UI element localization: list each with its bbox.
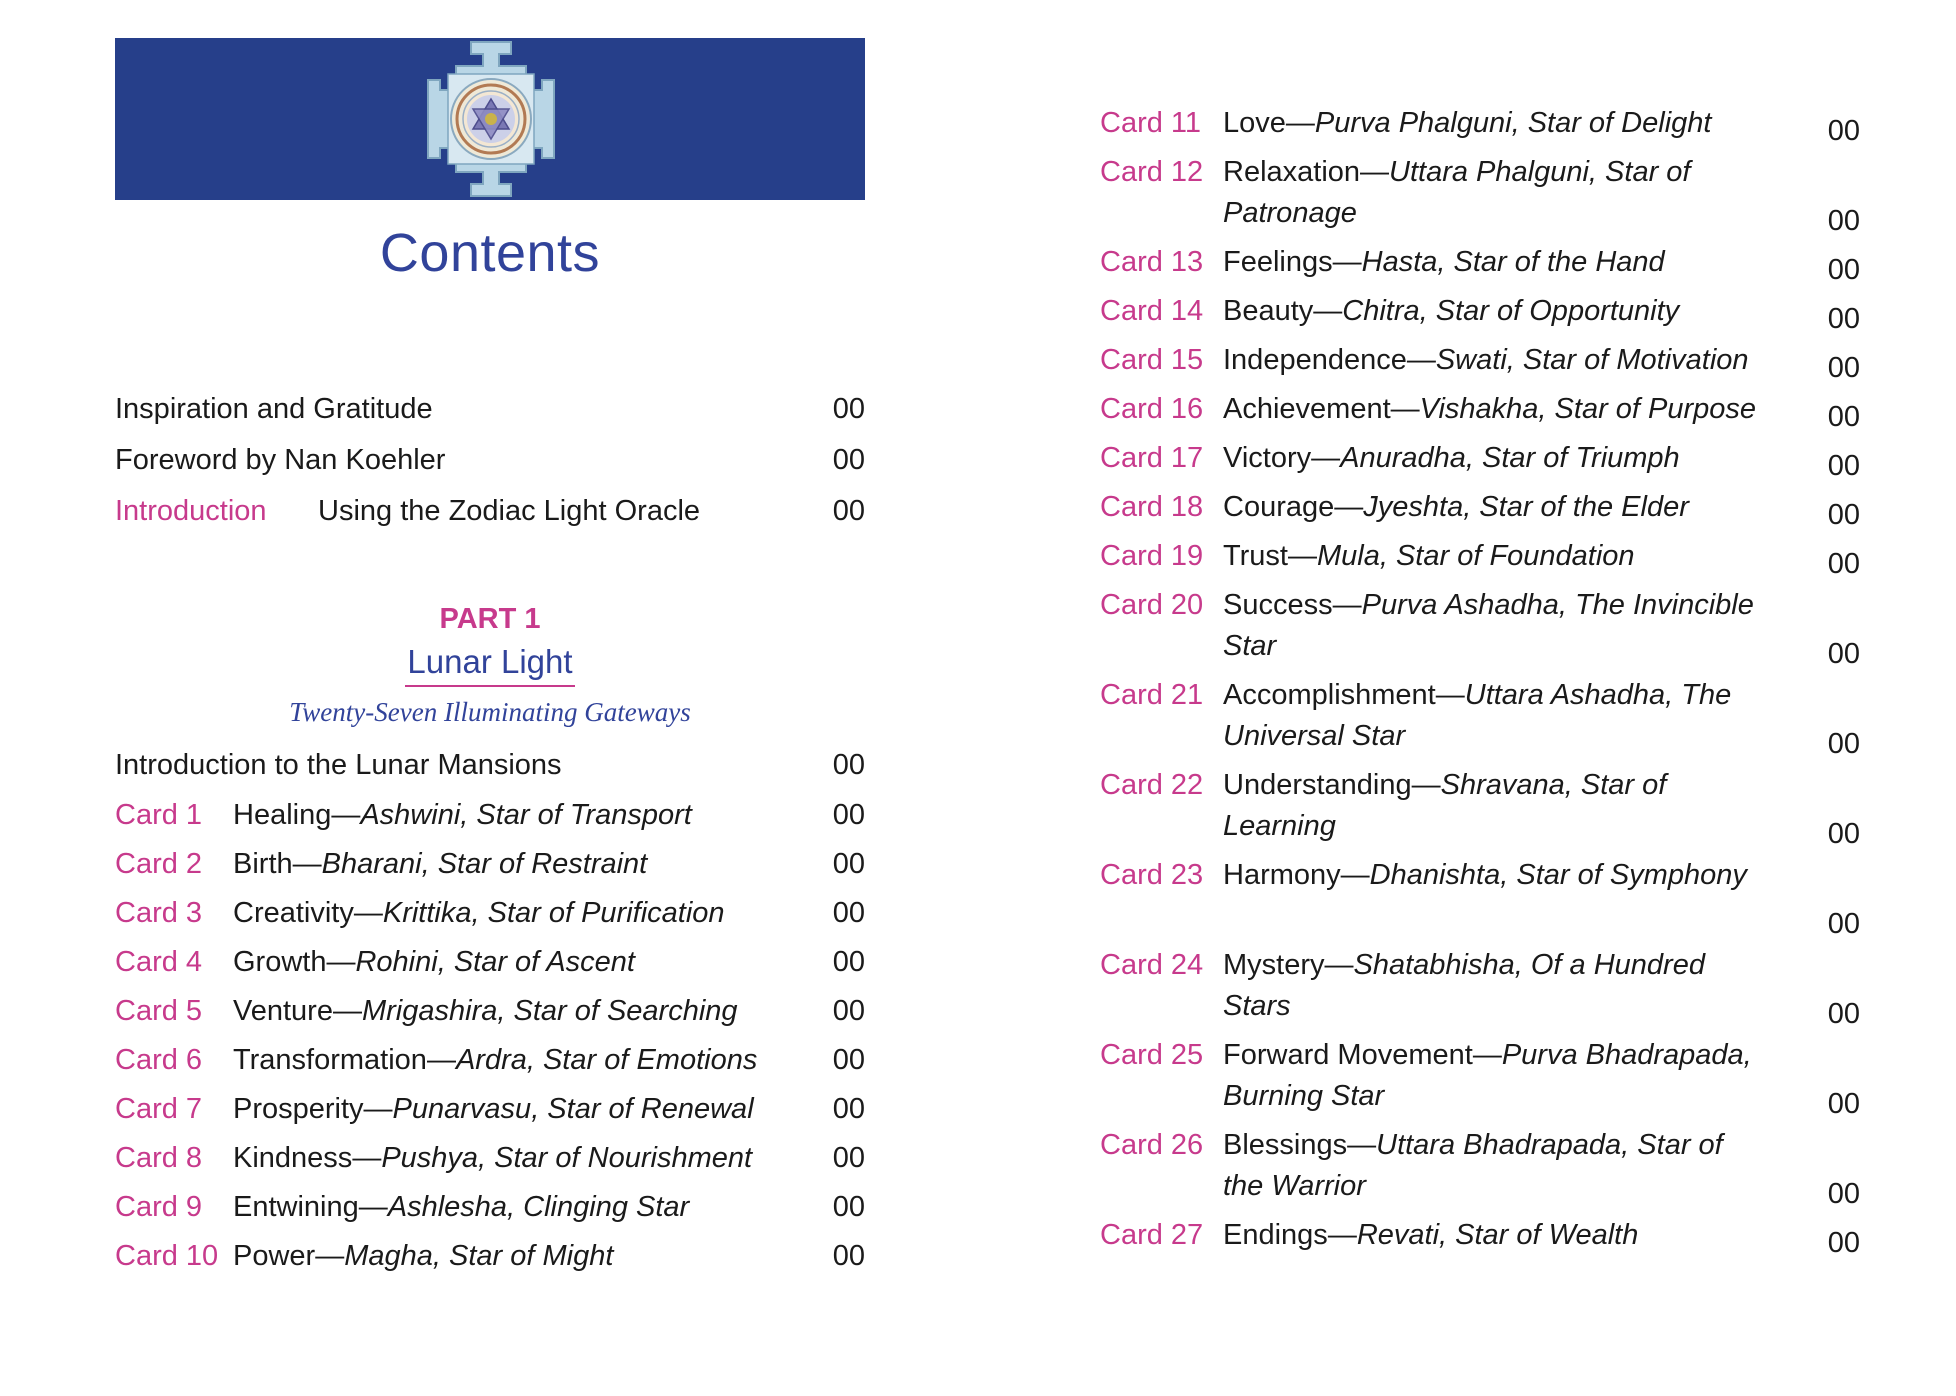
header-banner xyxy=(115,38,865,200)
card-separator: — xyxy=(1327,1219,1357,1251)
card-keyword: Endings xyxy=(1223,1219,1328,1251)
card-label: Card 8 xyxy=(115,1142,203,1174)
card-keyword: Courage xyxy=(1223,491,1335,523)
card-star-name: Uttara Ashadha, The Universal Star xyxy=(1223,679,1732,752)
card-keyword: Feelings xyxy=(1223,246,1333,278)
card-label: Card 23 xyxy=(1100,859,1204,891)
card-separator: — xyxy=(1332,589,1362,621)
card-title xyxy=(1223,1215,1763,1256)
card-keyword: Accomplishment xyxy=(1223,679,1436,711)
page-number: 00 xyxy=(832,1093,865,1125)
card-keyword: Creativity xyxy=(233,897,354,929)
toc-card-entry[interactable] xyxy=(115,1183,865,1232)
card-keyword: Trust xyxy=(1223,540,1288,572)
card-label: Card 26 xyxy=(1100,1129,1204,1161)
card-keyword: Harmony xyxy=(1223,859,1341,891)
card-keyword: Growth xyxy=(233,946,327,978)
card-title xyxy=(233,791,865,840)
card-separator: — xyxy=(1324,949,1354,981)
page-number: 00 xyxy=(832,995,865,1027)
page-number: 00 xyxy=(832,1044,865,1076)
card-title xyxy=(1223,291,1763,332)
page-number: 00 xyxy=(832,799,865,831)
card-separator: — xyxy=(292,848,322,880)
page-number: 00 xyxy=(832,749,865,781)
card-star-name: Ashlesha, Clinging Star xyxy=(387,1191,690,1223)
front-matter-list xyxy=(115,384,865,537)
card-separator: — xyxy=(331,799,361,831)
card-title xyxy=(233,1134,865,1183)
card-separator: — xyxy=(1287,540,1317,572)
toc-card-entry[interactable] xyxy=(1100,389,1860,438)
toc-card-entry[interactable] xyxy=(115,791,865,840)
card-label: Card 11 xyxy=(1100,107,1202,139)
card-title xyxy=(1223,103,1763,144)
page-number: 00 xyxy=(1827,115,1860,147)
page-number: 00 xyxy=(1827,1178,1860,1210)
toc-card-entry[interactable] xyxy=(1100,103,1860,152)
card-title xyxy=(1223,765,1763,847)
card-keyword: Birth xyxy=(233,848,293,880)
card-keyword: Mystery xyxy=(1223,949,1325,981)
card-keyword: Kindness xyxy=(233,1142,353,1174)
part-title: Lunar Light xyxy=(405,641,574,687)
page-number: 00 xyxy=(1827,998,1860,1030)
card-separator: — xyxy=(1285,107,1315,139)
card-title xyxy=(233,889,865,938)
card-star-name: Punarvasu, Star of Renewal xyxy=(392,1093,754,1125)
card-separator: — xyxy=(1360,156,1390,188)
card-keyword: Entwining xyxy=(233,1191,359,1223)
card-keyword: Venture xyxy=(233,995,333,1027)
part-number: PART 1 xyxy=(439,603,541,635)
card-label: Card 20 xyxy=(1100,589,1204,621)
page-number: 00 xyxy=(1827,638,1860,670)
card-title xyxy=(233,1232,865,1281)
card-label: Card 6 xyxy=(115,1044,203,1076)
toc-card-entry[interactable] xyxy=(1100,536,1860,585)
card-label: Card 9 xyxy=(115,1191,203,1223)
card-title xyxy=(1223,585,1763,667)
card-keyword: Success xyxy=(1223,589,1333,621)
toc-entry[interactable] xyxy=(115,739,865,791)
card-separator: — xyxy=(1390,393,1420,425)
toc-card-entry[interactable] xyxy=(1100,675,1860,765)
card-label: Card 17 xyxy=(1100,442,1204,474)
card-separator: — xyxy=(1313,295,1343,327)
card-label: Card 18 xyxy=(1100,491,1204,523)
card-separator: — xyxy=(1311,442,1341,474)
card-star-name: Magha, Star of Might xyxy=(344,1240,614,1272)
card-keyword: Understanding xyxy=(1223,769,1412,801)
toc-card-entry[interactable] xyxy=(115,1036,865,1085)
card-star-name: Anuradha, Star of Triumph xyxy=(1340,442,1680,474)
card-title xyxy=(1223,1125,1763,1207)
card-star-name: Hasta, Star of the Hand xyxy=(1361,246,1665,278)
page-number: 00 xyxy=(1827,1227,1860,1259)
card-title xyxy=(1223,1035,1763,1117)
card-star-name: Uttara Bhadrapada, Star of the Warrior xyxy=(1223,1129,1723,1202)
card-separator: — xyxy=(1340,859,1370,891)
card-keyword: Independence xyxy=(1223,344,1407,376)
toc-card-entry[interactable] xyxy=(115,1085,865,1134)
card-label: Card 13 xyxy=(1100,246,1204,278)
page-number: 00 xyxy=(1827,499,1860,531)
toc-entry-title: Using the Zodiac Light Oracle xyxy=(318,495,701,527)
card-star-name: Mrigashira, Star of Searching xyxy=(361,995,738,1027)
toc-entry[interactable] xyxy=(115,384,865,435)
page-number: 00 xyxy=(1827,254,1860,286)
page-number: 00 xyxy=(832,946,865,978)
toc-card-entry[interactable] xyxy=(1100,1035,1860,1125)
card-star-name: Uttara Phalguni, Star of Patronage xyxy=(1223,156,1691,229)
card-title xyxy=(233,1085,865,1134)
toc-entry-title: Foreword by Nan Koehler xyxy=(115,444,446,476)
card-separator: — xyxy=(315,1240,345,1272)
card-label: Card 24 xyxy=(1100,949,1204,981)
card-title xyxy=(1223,389,1763,430)
yantra-star-emblem-icon xyxy=(414,40,568,198)
page-number: 00 xyxy=(832,495,865,527)
card-separator: — xyxy=(1406,344,1436,376)
page-number: 00 xyxy=(1827,818,1860,850)
card-separator: — xyxy=(1347,1129,1377,1161)
card-label: Card 21 xyxy=(1100,679,1204,711)
card-keyword: Transformation xyxy=(233,1044,427,1076)
toc-card-entry[interactable] xyxy=(1100,340,1860,389)
card-separator: — xyxy=(358,1191,388,1223)
card-keyword: Beauty xyxy=(1223,295,1314,327)
card-separator: — xyxy=(1472,1039,1502,1071)
card-title xyxy=(1223,152,1763,234)
card-separator: — xyxy=(332,995,362,1027)
card-label: Card 12 xyxy=(1100,156,1204,188)
page-number: 00 xyxy=(832,1240,865,1272)
toc-card-entry[interactable] xyxy=(115,840,865,889)
toc-card-entry[interactable] xyxy=(115,889,865,938)
card-keyword: Relaxation xyxy=(1223,156,1361,188)
card-star-name: Pushya, Star of Nourishment xyxy=(381,1142,753,1174)
card-keyword: Victory xyxy=(1223,442,1312,474)
card-title xyxy=(1223,242,1763,283)
card-label: Card 4 xyxy=(115,946,203,978)
card-title xyxy=(1223,945,1763,1027)
page-number: 00 xyxy=(832,848,865,880)
card-star-name: Purva Bhadrapada, Burning Star xyxy=(1223,1039,1752,1112)
toc-card-entry[interactable] xyxy=(115,1134,865,1183)
card-star-name: Mula, Star of Foundation xyxy=(1316,540,1635,572)
card-star-name: Chitra, Star of Opportunity xyxy=(1342,295,1680,327)
card-separator: — xyxy=(1334,491,1364,523)
card-title xyxy=(1223,340,1763,381)
page-number: 00 xyxy=(832,1142,865,1174)
page-number: 00 xyxy=(1827,450,1860,482)
toc-card-entry[interactable] xyxy=(1100,487,1860,536)
card-label: Card 7 xyxy=(115,1093,203,1125)
page-number: 00 xyxy=(832,1191,865,1223)
card-star-name: Vishakha, Star of Purpose xyxy=(1419,393,1757,425)
part-heading xyxy=(115,597,865,731)
card-label: Card 16 xyxy=(1100,393,1204,425)
card-label: Card 10 xyxy=(115,1240,219,1272)
page-number: 00 xyxy=(1827,401,1860,433)
card-keyword: Forward Movement xyxy=(1223,1039,1473,1071)
toc-card-entry[interactable] xyxy=(115,938,865,987)
card-label: Card 14 xyxy=(1100,295,1204,327)
card-separator: — xyxy=(426,1044,456,1076)
card-keyword: Blessings xyxy=(1223,1129,1348,1161)
card-star-name: Revati, Star of Wealth xyxy=(1356,1219,1639,1251)
left-page xyxy=(115,38,865,1281)
card-separator: — xyxy=(1411,769,1441,801)
page-number: 00 xyxy=(1827,205,1860,237)
toc-card-entry[interactable] xyxy=(1100,152,1860,242)
card-label: Card 5 xyxy=(115,995,203,1027)
card-label: Card 25 xyxy=(1100,1039,1204,1071)
page-number: 00 xyxy=(1827,728,1860,760)
page-number: 00 xyxy=(832,393,865,425)
right-page xyxy=(1100,103,1860,1264)
page-number: 00 xyxy=(1827,352,1860,384)
page-number: 00 xyxy=(1827,303,1860,335)
card-keyword: Love xyxy=(1223,107,1286,139)
card-keyword: Achievement xyxy=(1223,393,1391,425)
card-separator: — xyxy=(363,1093,393,1125)
page-number: 00 xyxy=(832,897,865,929)
card-star-name: Ashwini, Star of Transport xyxy=(360,799,692,831)
toc-card-entry[interactable] xyxy=(1100,585,1860,675)
card-separator: — xyxy=(352,1142,382,1174)
toc-entry-introduction[interactable] xyxy=(115,486,865,537)
toc-card-entry[interactable] xyxy=(1100,291,1860,340)
toc-card-entry[interactable] xyxy=(1100,855,1860,945)
card-keyword: Power xyxy=(233,1240,316,1272)
card-title xyxy=(1223,487,1763,528)
card-separator: — xyxy=(353,897,383,929)
page-number: 00 xyxy=(1827,548,1860,580)
card-label: Card 27 xyxy=(1100,1219,1204,1251)
card-star-name: Krittika, Star of Purification xyxy=(382,897,725,929)
introduction-label: Introduction xyxy=(115,495,267,527)
part-subtitle: Twenty-Seven Illuminating Gateways xyxy=(289,697,691,727)
card-title xyxy=(233,1183,865,1232)
toc-card-entry[interactable] xyxy=(1100,765,1860,855)
card-keyword: Healing xyxy=(233,799,332,831)
card-label: Card 19 xyxy=(1100,540,1204,572)
card-label: Card 22 xyxy=(1100,769,1204,801)
toc-card-entry[interactable] xyxy=(1100,1215,1860,1264)
page-number: 00 xyxy=(832,444,865,476)
card-separator: — xyxy=(326,946,356,978)
card-label: Card 3 xyxy=(115,897,203,929)
card-list-left xyxy=(115,791,865,1281)
card-star-name: Jyeshta, Star of the Elder xyxy=(1363,491,1689,523)
card-title xyxy=(1223,438,1763,479)
card-star-name: Dhanishta, Star of Symphony xyxy=(1369,859,1747,891)
card-star-name: Swati, Star of Motivation xyxy=(1435,344,1749,376)
card-list-right xyxy=(1100,103,1860,1264)
card-keyword: Prosperity xyxy=(233,1093,364,1125)
card-title xyxy=(233,840,865,889)
card-title xyxy=(1223,855,1763,896)
card-label: Card 1 xyxy=(115,799,203,831)
card-title xyxy=(233,938,865,987)
card-star-name: Shravana, Star of Learning xyxy=(1223,769,1667,842)
card-title xyxy=(233,1036,865,1085)
toc-entry-title: Inspiration and Gratitude xyxy=(115,393,433,425)
toc-card-entry[interactable] xyxy=(1100,438,1860,487)
page-title: Contents xyxy=(379,223,601,283)
card-label: Card 15 xyxy=(1100,344,1204,376)
card-title xyxy=(1223,536,1763,577)
card-star-name: Ardra, Star of Emotions xyxy=(455,1044,758,1076)
page-number: 00 xyxy=(1827,908,1860,940)
toc-card-entry[interactable] xyxy=(1100,945,1860,1035)
toc-entry-title: Introduction to the Lunar Mansions xyxy=(115,749,562,781)
card-star-name: Purva Phalguni, Star of Delight xyxy=(1314,107,1712,139)
card-separator: — xyxy=(1332,246,1362,278)
card-star-name: Rohini, Star of Ascent xyxy=(355,946,635,978)
toc-card-entry[interactable] xyxy=(115,1232,865,1281)
card-star-name: Purva Ashadha, The Invincible Star xyxy=(1223,589,1754,662)
card-title xyxy=(1223,675,1763,757)
toc-entry[interactable] xyxy=(115,435,865,486)
card-star-name: Shatabhisha, Of a Hundred Stars xyxy=(1223,949,1705,1022)
toc-card-entry[interactable] xyxy=(1100,242,1860,291)
card-separator: — xyxy=(1435,679,1465,711)
card-label: Card 2 xyxy=(115,848,203,880)
toc-card-entry[interactable] xyxy=(115,987,865,1036)
card-title xyxy=(233,987,865,1036)
card-star-name: Bharani, Star of Restraint xyxy=(321,848,648,880)
toc-card-entry[interactable] xyxy=(1100,1125,1860,1215)
page-number: 00 xyxy=(1827,1088,1860,1120)
